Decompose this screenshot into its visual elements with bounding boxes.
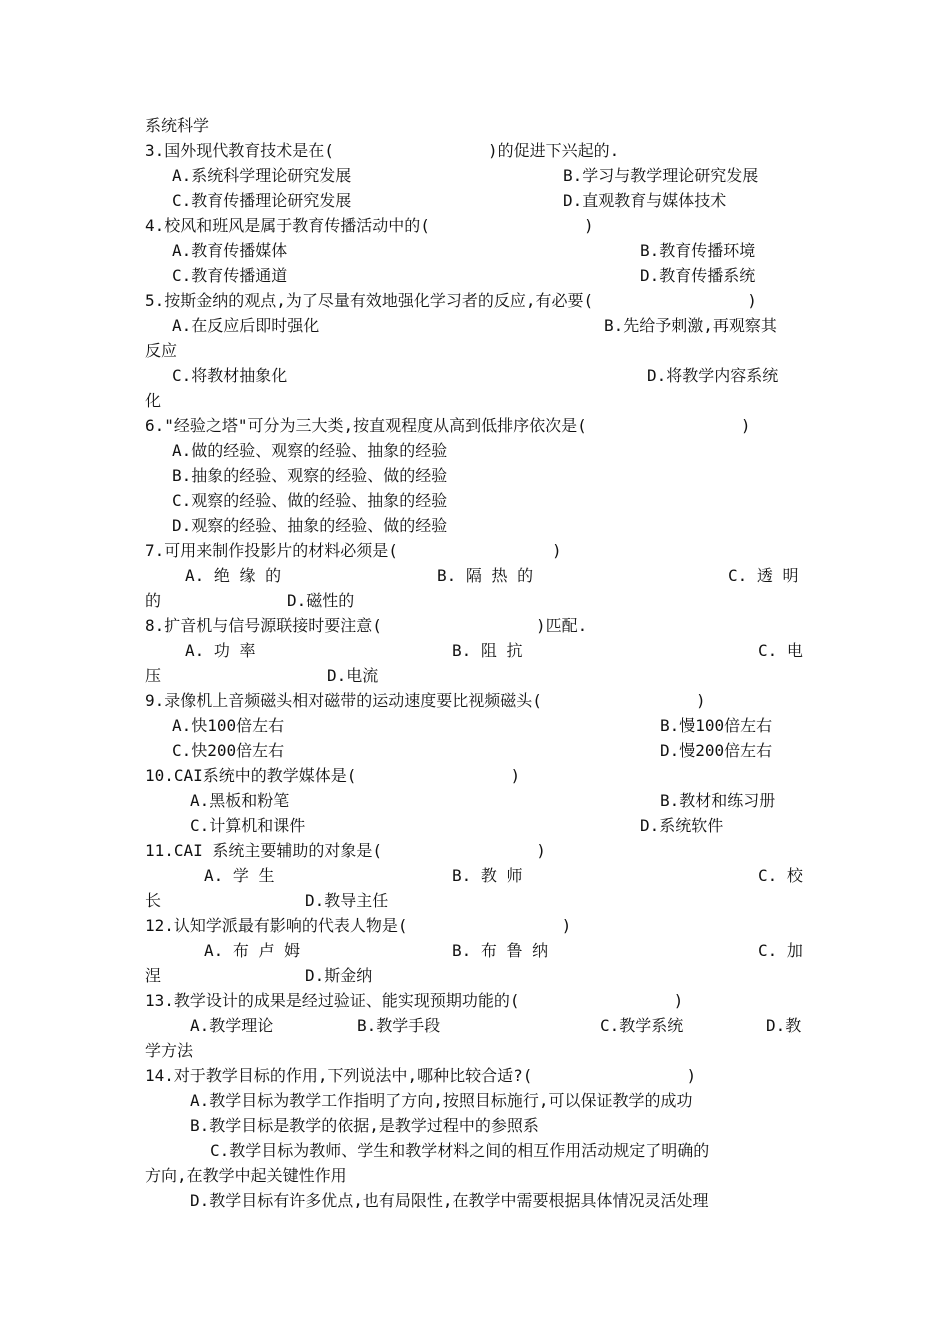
question-9-stem: 9.录像机上音频磁头相对磁带的运动速度要比视频磁头( ) xyxy=(145,691,706,710)
question-6-option-a: A.做的经验、观察的经验、抽象的经验 xyxy=(172,441,448,460)
question-11-option-d: D.教导主任 xyxy=(305,891,389,910)
question-7-option-c-wrap: 的 xyxy=(145,591,162,610)
question-9-option-d: D.慢200倍左右 xyxy=(660,741,773,760)
question-13-option-c: C.教学系统 xyxy=(600,1016,684,1035)
question-3-option-c: C.教育传播理论研究发展 xyxy=(172,191,352,210)
question-9-option-a: A.快100倍左右 xyxy=(172,716,285,735)
question-5-option-b: B.先给予刺激,再观察其 xyxy=(604,316,777,335)
question-13-option-b: B.教学手段 xyxy=(357,1016,441,1035)
question-6-option-d: D.观察的经验、抽象的经验、做的经验 xyxy=(172,516,448,535)
question-6-option-c: C.观察的经验、做的经验、抽象的经验 xyxy=(172,491,448,510)
question-14-option-c-wrap: 方向,在教学中起关键性作用 xyxy=(145,1166,347,1185)
question-4-option-a: A.教育传播媒体 xyxy=(172,241,288,260)
question-7-option-d: D.磁性的 xyxy=(287,591,355,610)
question-13-option-d-wrap: 学方法 xyxy=(145,1041,194,1060)
question-11-stem: 11.CAI 系统主要辅助的对象是( ) xyxy=(145,841,546,860)
continuation-text: 系统科学 xyxy=(145,116,210,135)
question-11-option-c-wrap: 长 xyxy=(145,891,162,910)
question-8-option-d: D.电流 xyxy=(327,666,379,685)
question-5-option-c: C.将教材抽象化 xyxy=(172,366,288,385)
question-13-option-a: A.教学理论 xyxy=(190,1016,274,1035)
question-8-stem: 8.扩音机与信号源联接时要注意( )匹配. xyxy=(145,616,588,635)
question-8-option-b: B. 阻 抗 xyxy=(452,641,523,660)
question-8-option-c-wrap: 压 xyxy=(145,666,162,685)
question-14-option-a: A.教学目标为教学工作指明了方向,按照目标施行,可以保证教学的成功 xyxy=(190,1091,693,1110)
question-13-stem: 13.教学设计的成果是经过验证、能实现预期功能的( ) xyxy=(145,991,684,1010)
question-4-option-d: D.教育传播系统 xyxy=(640,266,756,285)
question-10-option-d: D.系统软件 xyxy=(640,816,724,835)
question-11-option-c: C. 校 xyxy=(758,866,803,885)
question-8-option-c: C. 电 xyxy=(758,641,803,660)
question-9-option-b: B.慢100倍左右 xyxy=(660,716,773,735)
question-5-option-a: A.在反应后即时强化 xyxy=(172,316,320,335)
question-5-option-d-wrap: 化 xyxy=(145,391,162,410)
question-7-option-b: B. 隔 热 的 xyxy=(437,566,534,585)
question-3-option-d: D.直观教育与媒体技术 xyxy=(563,191,727,210)
question-12-option-b: B. 布 鲁 纳 xyxy=(452,941,549,960)
question-7-stem: 7.可用来制作投影片的材料必须是( ) xyxy=(145,541,562,560)
question-14-stem: 14.对于教学目标的作用,下列说法中,哪种比较合适?( ) xyxy=(145,1066,697,1085)
question-4-option-b: B.教育传播环境 xyxy=(640,241,756,260)
question-5-stem: 5.按斯金纳的观点,为了尽量有效地强化学习者的反应,有必要( ) xyxy=(145,291,757,310)
question-5-option-b-wrap: 反应 xyxy=(145,341,178,360)
question-5-option-d: D.将教学内容系统 xyxy=(647,366,779,385)
question-10-option-c: C.计算机和课件 xyxy=(190,816,306,835)
question-8-option-a: A. 功 率 xyxy=(185,641,256,660)
question-6-stem: 6."经验之塔"可分为三大类,按直观程度从高到低排序依次是( ) xyxy=(145,416,751,435)
question-4-stem: 4.校风和班风是属于教育传播活动中的( ) xyxy=(145,216,594,235)
question-12-option-c: C. 加 xyxy=(758,941,803,960)
question-11-option-a: A. 学 生 xyxy=(204,866,275,885)
question-3-option-a: A.系统科学理论研究发展 xyxy=(172,166,352,185)
question-11-option-b: B. 教 师 xyxy=(452,866,523,885)
question-4-option-c: C.教育传播通道 xyxy=(172,266,288,285)
question-3-option-b: B.学习与教学理论研究发展 xyxy=(563,166,759,185)
question-14-option-c: C.教学目标为教师、学生和教学材料之间的相互作用活动规定了明确的 xyxy=(210,1141,710,1160)
question-13-option-d: D.教 xyxy=(766,1016,802,1035)
question-10-option-a: A.黑板和粉笔 xyxy=(190,791,290,810)
question-12-stem: 12.认知学派最有影响的代表人物是( ) xyxy=(145,916,572,935)
question-14-option-d: D.教学目标有许多优点,也有局限性,在教学中需要根据具体情况灵活处理 xyxy=(190,1191,709,1210)
question-12-option-a: A. 布 卢 姆 xyxy=(204,941,301,960)
question-7-option-a: A. 绝 缘 的 xyxy=(185,566,282,585)
question-7-option-c: C. 透 明 xyxy=(728,566,799,585)
question-3-stem: 3.国外现代教育技术是在( )的促进下兴起的. xyxy=(145,141,620,160)
question-6-option-b: B.抽象的经验、观察的经验、做的经验 xyxy=(172,466,448,485)
question-9-option-c: C.快200倍左右 xyxy=(172,741,285,760)
question-12-option-d: D.斯金纳 xyxy=(305,966,373,985)
question-10-option-b: B.教材和练习册 xyxy=(660,791,776,810)
question-14-option-b: B.教学目标是教学的依据,是教学过程中的参照系 xyxy=(190,1116,539,1135)
question-12-option-c-wrap: 涅 xyxy=(145,966,162,985)
question-10-stem: 10.CAI系统中的教学媒体是( ) xyxy=(145,766,521,785)
